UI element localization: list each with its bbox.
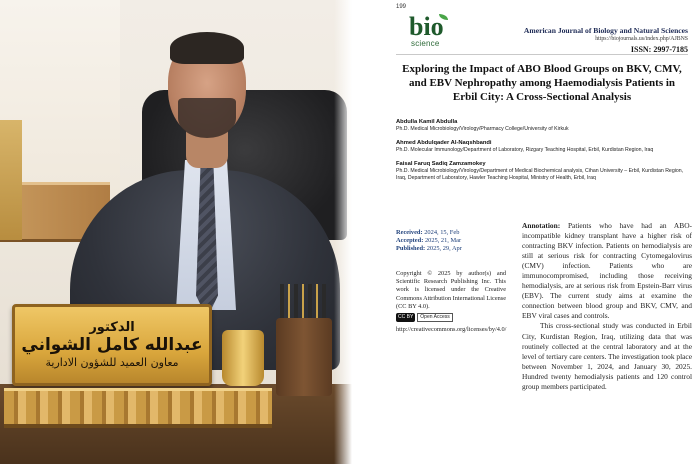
author-entry: [396, 139, 690, 154]
nameplate-name: عبدالله كامل الشواني: [21, 335, 203, 355]
author-name: Faisal Faruq Sadiq Zamzamokey: [396, 161, 486, 167]
golden-cup: [222, 330, 264, 386]
author-name: Ahmed Abdulqader Al-Naqshbandi: [396, 140, 492, 146]
author-affiliation: Ph.D. Medical Microbiology/Virology/Pharmacy College/University of Kirkuk: [396, 126, 569, 132]
journal-issn: ISSN: 2997-7185: [630, 45, 688, 54]
nameplate-position: معاون العميد للشؤون الادارية: [45, 356, 179, 369]
journal-logo: [409, 12, 461, 51]
article-page: [352, 0, 700, 464]
abstract-label: Annotation:: [522, 221, 561, 230]
author-affiliation: Ph.D. Medical Microbiology/Virology/Department of Medical Biochemical analysis, Cihan University – Erbil, Kurdistan Region, Iraq, Department of Laboratory, Hawler Teaching Hospital, Ministry of Health, Erbil, Iraq: [396, 168, 684, 181]
published-date: 2025, 29, Apr: [426, 245, 462, 252]
journal-header: [524, 26, 688, 55]
page-number: 199: [396, 4, 407, 10]
abstract-paragraph: [522, 221, 692, 321]
abstract-text-1: Patients who have had an ABO-incompatible kidney transplant have a higher risk of contracting BKV infection. Patients on hemodialysis are still at serious risk for contracting Cytomegalovirus (CMV) infection. Patients who are immunocompromised, including those receiving hemodialysis, are at serious risk from Epstein-Barr virus (EBV). The current study aims at examine the connection between blood group and BKV, CMV, and EBV viral cases and controls.: [522, 221, 692, 321]
journal-url[interactable]: https://biojournals.us/index.php/AJBNS: [595, 36, 688, 42]
author-list: [396, 118, 690, 188]
abstract-paragraph: [522, 321, 692, 391]
author-affiliation: Ph.D. Molecular Immunology/Department of Laboratory, Rizgary Teaching Hospital, Erbil, Kurdistan Region, Iraq: [396, 147, 654, 153]
published-label: Published:: [396, 245, 426, 252]
desk-nameplate: [12, 304, 212, 386]
journal-name: American Journal of Biology and Natural Sciences: [523, 26, 688, 35]
cc-icon: CC BY: [398, 314, 414, 320]
copyright-notice: Copyright © 2025 by author(s) and Scientific Research Publishing Inc. This work is licensed under the Creative Commons Attribution International License (CC BY 4.0).: [396, 270, 507, 310]
logo-sub: science: [411, 39, 440, 48]
accepted-label: Accepted:: [396, 237, 424, 244]
received-date: 2024, 15, Feb: [424, 229, 460, 236]
license-link[interactable]: http://creativecommons.org/licenses/by/4.0/: [396, 326, 507, 333]
hair: [170, 32, 244, 64]
beard: [178, 98, 236, 138]
logo-main: bio: [409, 12, 444, 41]
cc-license-badge[interactable]: [396, 313, 456, 322]
received-label: Received:: [396, 229, 423, 236]
article-title: Exploring the Impact of ABO Blood Groups on BKV, CMV, and EBV Nephropathy among Haemodialysis Patients in Erbil City: A Cross-Sectional Analysis: [402, 63, 682, 103]
author-entry: [396, 118, 690, 133]
pen-holder: [276, 318, 332, 396]
accepted-date: 2025, 21, Mar: [424, 237, 462, 244]
article-dates: [396, 229, 506, 253]
author-entry: [396, 160, 690, 182]
header-divider: [396, 54, 688, 55]
abstract: [522, 221, 692, 392]
abstract-text-2: This cross-sectional study was conducted in Erbil City, Kurdistan Region, Iraq, utilizing data that was routinely collected at the central laboratory and at the level of tertiary care centers. The investigation took place between November 1, 2024, and January 30, 2025. Hundred twenty hemodialysis patients and 120 control group members participated.: [522, 321, 692, 391]
open-access-icon: Open Access: [417, 313, 452, 322]
nameplate-base: [4, 388, 272, 428]
flag: [0, 120, 22, 240]
photo-edge: [334, 0, 352, 464]
nameplate-title: الدكتور: [89, 320, 135, 335]
author-name: Abdulla Kamil Abdulla: [396, 119, 458, 125]
